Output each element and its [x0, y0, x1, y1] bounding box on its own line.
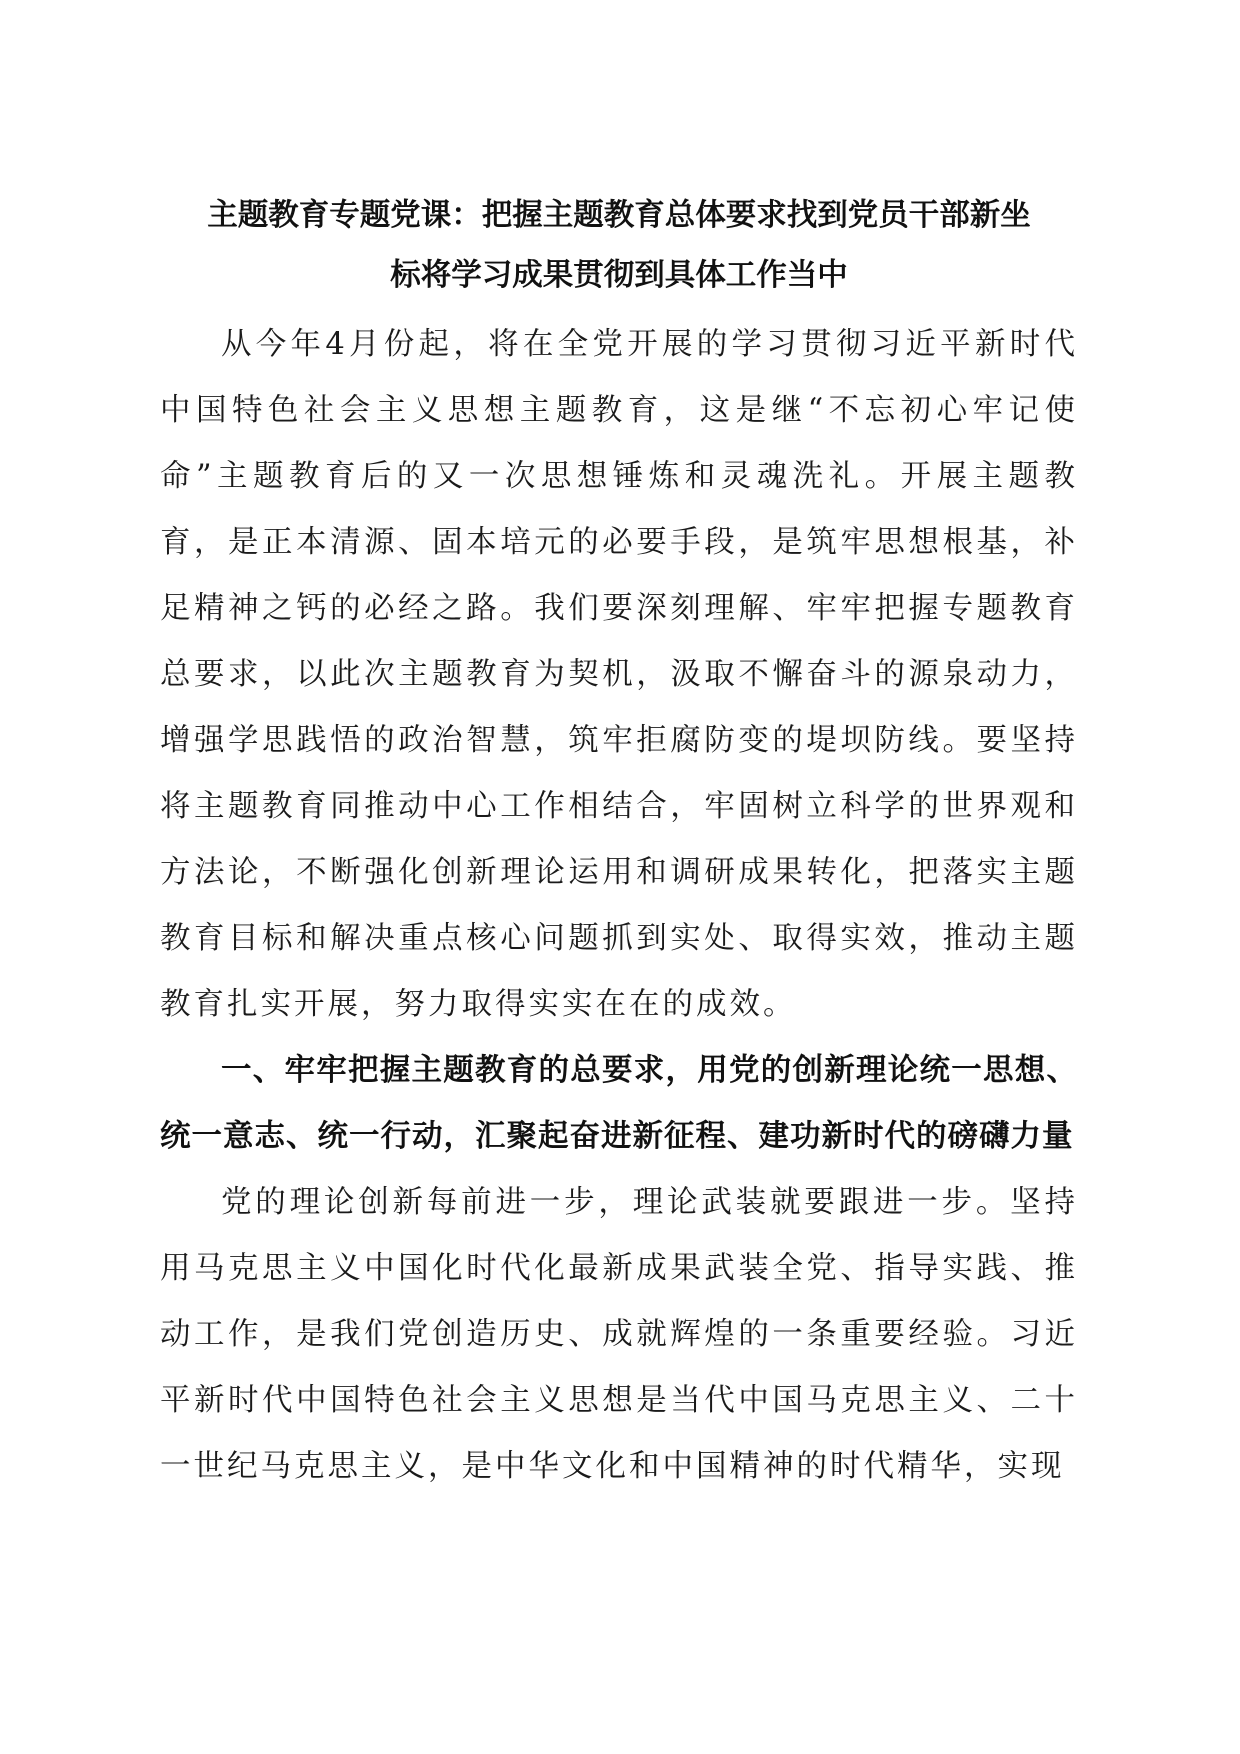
document-title — [160, 186, 1078, 306]
section-1-heading: 一、牢牢把握主题教育的总要求，用党的创新理论统一思想、统一意志、统一行动，汇聚起奋进新征程、建功新时代的磅礴力量 — [160, 1053, 1078, 1154]
section-1-paragraph: 党的理论创新每前进一步，理论武装就要跟进一步。坚持用马克思主义中国化时代化最新成果武装全党、指导实践、推动工作，是我们党创造历史、成就辉煌的一条重要经验。习近平新时代中国特色社会主义思想是当代中国马克思主义、二十一世纪马克思主义，是中华文化和中国精神的时代精华，实现 — [160, 1185, 1078, 1484]
document-title-line-1: 主题教育专题党课：把握主题教育总体要求找到党员干部新坐 — [207, 198, 1031, 233]
document-body — [160, 186, 1078, 1500]
document-title-line-2: 标将学习成果贯彻到具体工作当中 — [390, 258, 848, 293]
intro-paragraph: 从今年4月份起，将在全党开展的学习贯彻习近平新时代中国特色社会主义思想主题教育，这是继“不忘初心牢记使命”主题教育后的又一次思想锤炼和灵魂洗礼。开展主题教育，是正本清源、固本培元的必要手段，是筑牢思想根基，补足精神之钙的必经之路。我们要深刻理解、牢牢把握专题教育总要求，以此次主题教育为契机，汲取不懈奋斗的源泉动力，增强学思践悟的政治智慧，筑牢拒腐防变的堤坝防线。要坚持将主题教育同推动中心工作相结合，牢固树立科学的世界观和方法论，不断强化创新理论运用和调研成果转化，把落实主题教育目标和解决重点核心问题抓到实处、取得实效，推动主题教育扎实开展，努力取得实实在在的成效。 — [160, 327, 1078, 1022]
